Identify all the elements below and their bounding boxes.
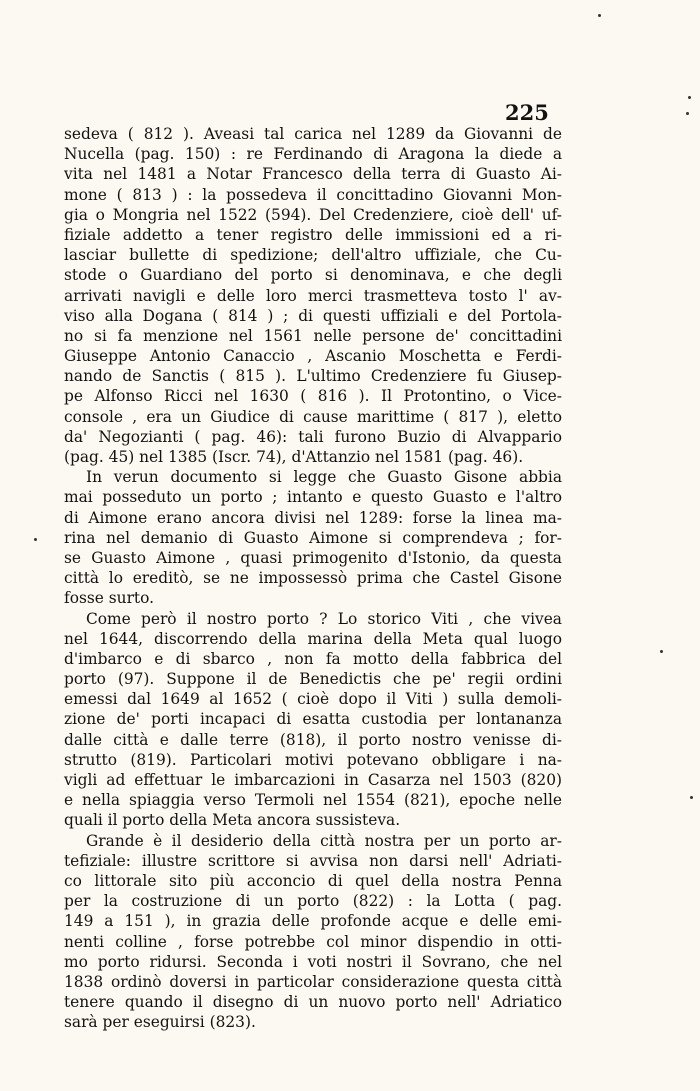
ink-speck [34,538,37,541]
text-line: nando de Sanctis ( 815 ). L'ultimo Credenziere fu Giusep- [64,367,562,386]
text-line: città lo ereditò, se ne impossessò prima che Castel Gisone [64,569,562,588]
text-line: Nucella (pag. 150) : re Ferdinando di Aragona la diede a [64,145,562,164]
text-line: quali il porto della Meta ancora sussisteva. [64,811,401,830]
text-line: 149 a 151 ), in grazia delle profonde acque e delle emi- [64,912,562,931]
text-line: per la costruzione di un porto (822) : la Lotta ( pag. [64,892,562,911]
text-line: da' Negozianti ( pag. 46): tali furono Buzio di Alvappario [64,427,562,446]
text-line: vigli ad effettuar le imbarcazioni in Casarza nel 1503 (820) [64,771,562,789]
text-line: se Guasto Aimone , quasi primogenito d'Istonio, da questa [64,548,562,567]
ink-speck [660,650,663,653]
text-line: fosse surto. [64,589,154,608]
text-line: mone ( 813 ) : la possedeva il concittadino Giovanni Mon- [64,185,562,204]
text-line: sedeva ( 812 ). Aveasi tal carica nel 1289 da Giovanni de [64,125,562,143]
text-line: nenti colline , forse potrebbe col minor dispendio in otti- [64,932,562,951]
body-text [64,124,562,1032]
text-line: no si fa menzione nel 1561 nelle persone de' concittadini [64,326,562,345]
ink-speck [688,96,691,99]
text-line: stode o Guardiano del porto si denominava, e che degli [64,266,562,285]
text-line: console , era un Giudice di cause marittime ( 817 ), eletto [64,407,562,426]
text-line: Grande è il desiderio della città nostra per un porto ar- [86,831,562,850]
text-line: vita nel 1481 a Notar Francesco della terra di Guasto Ai- [64,165,562,184]
text-line: mo porto ridursi. Seconda i voti nostri il Sovrano, che nel [64,952,562,971]
text-line: fiziale addetto a tener registro delle immissioni ed a ri- [64,225,562,244]
text-line: lasciar bullette di spedizione; dell'altro uffiziale, che Cu- [64,246,562,265]
text-line: pe Alfonso Ricci nel 1630 ( 816 ). Il Protontino, o Vice- [64,387,562,406]
ink-speck [690,796,693,799]
text-line: mai posseduto un porto ; intanto e questo Guasto e l'altro [64,488,562,507]
text-line: (pag. 45) nel 1385 (Iscr. 74), d'Attanzio nel 1581 (pag. 46). [64,448,524,466]
text-line: rina nel demanio di Guasto Aimone si comprendeva ; for- [64,528,562,547]
text-line: emessi dal 1649 al 1652 ( cioè dopo il Viti ) sulla demoli- [64,690,562,709]
text-line: strutto (819). Particolari motivi potevano obbligare i na- [64,750,562,769]
ink-speck [686,112,689,115]
text-line: Come però il nostro porto ? Lo storico Viti , che vivea [86,609,562,628]
text-line: d'imbarco e di sbarco , non fa motto della fabbrica del [64,649,562,668]
text-line: arrivati navigli e delle loro merci trasmetteva tosto l' av- [64,286,562,305]
text-line: dalle città e dalle terre (818), il porto nostro venisse di- [64,730,562,749]
text-line: di Aimone erano ancora divisi nel 1289: forse la linea ma- [64,508,562,527]
ink-speck [598,14,601,17]
page-number: 225 [505,100,549,125]
text-line: tefiziale: illustre scrittore si avvisa non darsi nell' Adriati- [64,851,562,870]
text-line: zione de' porti incapaci di esatta custodia per lontananza [64,710,562,729]
text-line: gia o Mongria nel 1522 (594). Del Credenziere, cioè dell' uf- [64,205,562,224]
text-line: e nella spiaggia verso Termoli nel 1554 (821), epoche nelle [64,791,562,810]
text-line: sarà per eseguirsi (823). [64,1013,256,1032]
text-line: co littorale sito più acconcio di quel della nostra Penna [64,871,562,890]
text-line: nel 1644, discorrendo della marina della Meta qual luogo [64,629,562,648]
text-line: porto (97). Suppone il de Benedictis che pe' regii ordini [64,670,562,689]
text-line: tenere quando il disegno di un nuovo porto nell' Adriatico [64,993,562,1012]
text-line: Giuseppe Antonio Canaccio , Ascanio Moschetta e Ferdi- [64,347,562,366]
text-line: viso alla Dogana ( 814 ) ; di questi uffiziali e del Portola- [64,306,562,325]
text-line: In verun documento si legge che Guasto Gisone abbia [86,468,562,487]
text-line: 1838 ordinò doversi in particolar considerazione questa città [64,972,562,991]
